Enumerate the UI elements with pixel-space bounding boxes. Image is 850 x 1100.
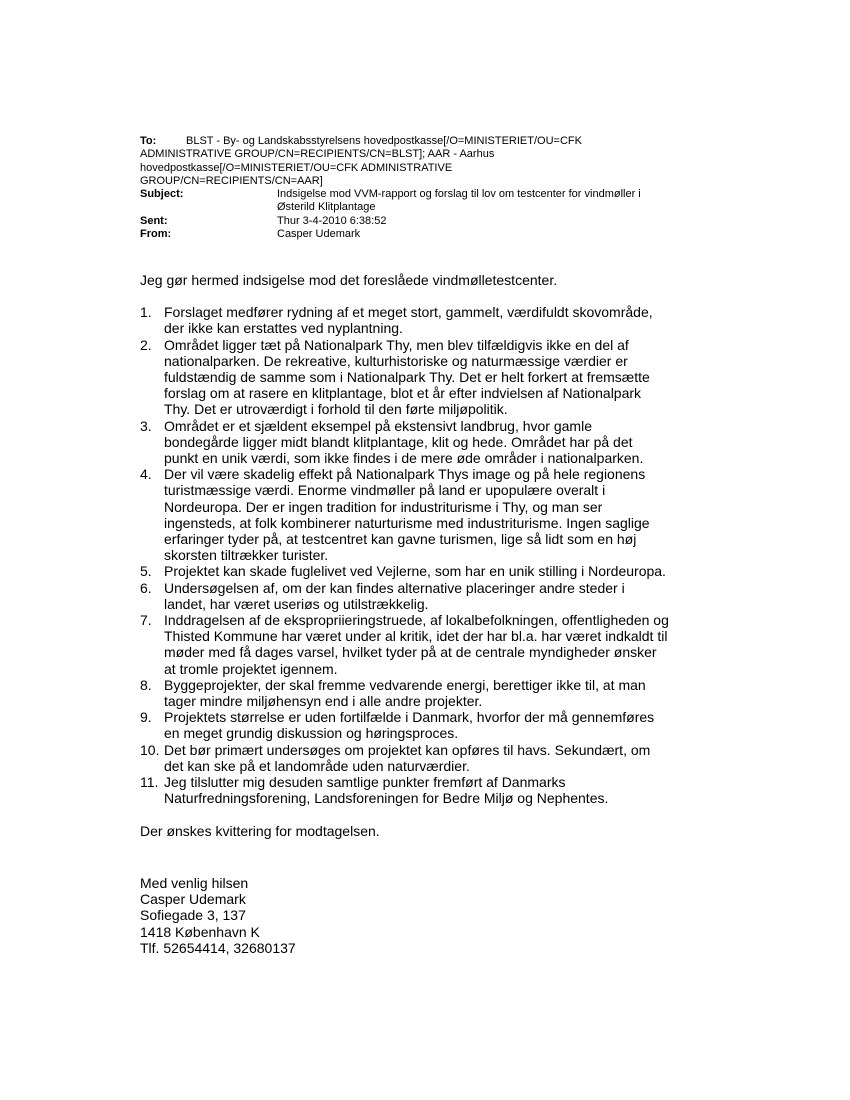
- item-text: [164, 709, 720, 741]
- objection-item: [140, 304, 720, 336]
- item-number: 8.: [140, 676, 152, 693]
- objection-item: [140, 677, 720, 709]
- item-line: forslag om at rasere en klitplantage, blot et år efter indvielsen af Nationalpark: [164, 385, 642, 402]
- objection-item: [140, 466, 720, 563]
- item-line: bondegårde ligger midt blandt klitplantage, klit og hede. Området har på det: [164, 433, 633, 450]
- signature-block: [140, 875, 296, 956]
- item-number: 5.: [140, 563, 152, 580]
- item-line: der ikke kan erstattes ved nyplantning.: [164, 320, 403, 337]
- objection-item: [140, 337, 720, 418]
- receipt-request: Der ønskes kvittering for modtagelsen.: [140, 822, 380, 839]
- item-number: 1.: [140, 304, 152, 321]
- sender-street: Sofiegade 3, 137: [140, 907, 246, 924]
- item-line: Området ligger tæt på Nationalpark Thy, men blev tilfældigvis ikke en del af: [164, 336, 629, 353]
- objection-item: [140, 418, 720, 467]
- item-number: 4.: [140, 466, 152, 483]
- item-line: Naturfredningsforening, Landsforeningen for Bedre Miljø og Nephentes.: [164, 790, 609, 807]
- to-field: [140, 135, 710, 188]
- item-line: det kan ske på et landområde uden naturværdier.: [164, 757, 470, 774]
- item-line: at tromle projektet igennem.: [164, 660, 338, 677]
- item-line: Projektet kan skade fuglelivet ved Vejlerne, som har en unik stilling i Nordeuropa.: [164, 563, 666, 580]
- subject-field: [140, 188, 710, 215]
- item-line: turistmæssige værdi. Enorme vindmøller på land er upopulære overalt i: [164, 482, 606, 499]
- item-text: [164, 304, 720, 336]
- item-line: Området er et sjældent eksempel på ekstensivt landbrug, hvor gamle: [164, 417, 592, 434]
- sender-name: Casper Udemark: [140, 891, 246, 908]
- item-line: Forslaget medfører rydning af et meget stort, gammelt, værdifuldt skovområde,: [164, 304, 653, 321]
- item-number: 7.: [140, 612, 152, 629]
- item-text: [164, 580, 720, 612]
- from-value: Casper Udemark: [277, 228, 361, 241]
- objection-item: [140, 774, 720, 806]
- item-text: [164, 677, 720, 709]
- objection-item: [140, 612, 720, 677]
- item-line: en meget grundig diskussion og høringsproces.: [164, 725, 459, 742]
- item-line: Byggeprojekter, der skal fremme vedvarende energi, berettiger ikke til, at man: [164, 676, 646, 693]
- to-line: GROUP/CN=RECIPIENTS/CN=AAR]: [140, 174, 323, 187]
- sent-field: [140, 215, 710, 228]
- item-number: 2.: [140, 336, 152, 353]
- objection-item: [140, 580, 720, 612]
- item-line: Der vil være skadelig effekt på Nationalpark Thys image og på hele regionens: [164, 466, 646, 483]
- item-text: [164, 418, 720, 467]
- item-line: ingensteds, at folk kombinerer naturturisme med industriturisme. Ingen saglige: [164, 514, 650, 531]
- item-line: nationalparken. De rekreative, kulturhistoriske og naturmæssige værdier er: [164, 352, 628, 369]
- item-line: fuldstændig de samme som i Nationalpark Thy. Det er helt forkert at fremsætte: [164, 369, 650, 386]
- item-line: Thisted Kommune har været under al kritik, idet der har bl.a. har været indkaldt til: [164, 628, 668, 645]
- subject-value: [277, 188, 710, 215]
- item-number: 6.: [140, 579, 152, 596]
- item-line: landet, har været useriøs og utilstrækkelig.: [164, 595, 429, 612]
- item-number: 9.: [140, 709, 152, 726]
- closing-line: Med venlig hilsen: [140, 875, 249, 891]
- sender-city: 1418 København K: [140, 923, 260, 940]
- subject-line: Indsigelse mod VVM-rapport og forslag til lov om testcenter for vindmøller i: [277, 188, 641, 201]
- letter-body: [140, 272, 720, 839]
- item-line: Inddragelsen af de ekspropriieringstruede, af lokalbefolkningen, offentligheden og: [164, 612, 669, 629]
- item-line: erfaringer tyder på, at testcentret kan gavne turismen, lige så lidt som en høj: [164, 531, 637, 548]
- item-line: Nordeuropa. Der er ingen tradition for industriturisme i Thy, og man ser: [164, 498, 603, 515]
- item-line: Undersøgelsen af, om der kan findes alternative placeringer andre steder i: [164, 579, 625, 596]
- objection-item: [140, 709, 720, 741]
- sent-value: Thur 3-4-2010 6:38:52: [277, 214, 387, 227]
- sent-label: Sent:: [140, 214, 168, 227]
- to-line: ADMINISTRATIVE GROUP/CN=RECIPIENTS/CN=BLST]; AAR - Aarhus: [140, 148, 495, 161]
- item-text: [164, 337, 720, 418]
- item-text: [164, 742, 720, 774]
- item-number: 3.: [140, 417, 152, 434]
- item-number: 11.: [140, 774, 159, 791]
- item-line: Thy. Det er utroværdigt i forhold til den førte miljøpolitik.: [164, 401, 508, 418]
- item-line: Det bør primært undersøges om projektet kan opføres til havs. Sekundært, om: [164, 741, 651, 758]
- item-line: tager mindre miljøhensyn end i alle andre projekter.: [164, 693, 483, 710]
- item-text: [164, 774, 720, 806]
- to-label: To:: [140, 135, 157, 147]
- subject-line: Østerild Klitplantage: [277, 201, 376, 214]
- item-line: Jeg tilslutter mig desuden samtlige punkter fremført af Danmarks: [164, 774, 566, 791]
- item-number: 10.: [140, 741, 160, 758]
- objection-item: [140, 563, 720, 579]
- to-line: BLST - By- og Landskabsstyrelsens hovedpostkasse[/O=MINISTERIET/OU=CFK: [186, 135, 582, 147]
- item-line: punkt en unik værdi, som ikke findes i de mere øde områder i nationalparken.: [164, 450, 644, 467]
- item-line: Projektets størrelse er uden fortilfælde i Danmark, hvorfor der må gennemføres: [164, 709, 655, 726]
- intro-paragraph: Jeg gør hermed indsigelse mod det foreslåede vindmølletestcenter.: [140, 272, 558, 288]
- from-label: From:: [140, 228, 172, 241]
- sender-phone: Tlf. 52654414, 32680137: [140, 939, 296, 956]
- item-text: [164, 466, 720, 563]
- objection-item: [140, 742, 720, 774]
- item-text: [164, 563, 720, 579]
- objection-list: [140, 304, 720, 806]
- subject-label: Subject:: [140, 188, 184, 201]
- item-line: skorsten tiltrækker turister.: [164, 547, 329, 564]
- to-line: hovedpostkasse[/O=MINISTERIET/OU=CFK ADMINISTRATIVE: [140, 161, 453, 174]
- from-field: [140, 228, 710, 241]
- item-line: møder med få dages varsel, hvilket tyder på at de centrale myndigheder ønsker: [164, 644, 657, 661]
- item-text: [164, 612, 720, 677]
- email-header: [140, 135, 710, 241]
